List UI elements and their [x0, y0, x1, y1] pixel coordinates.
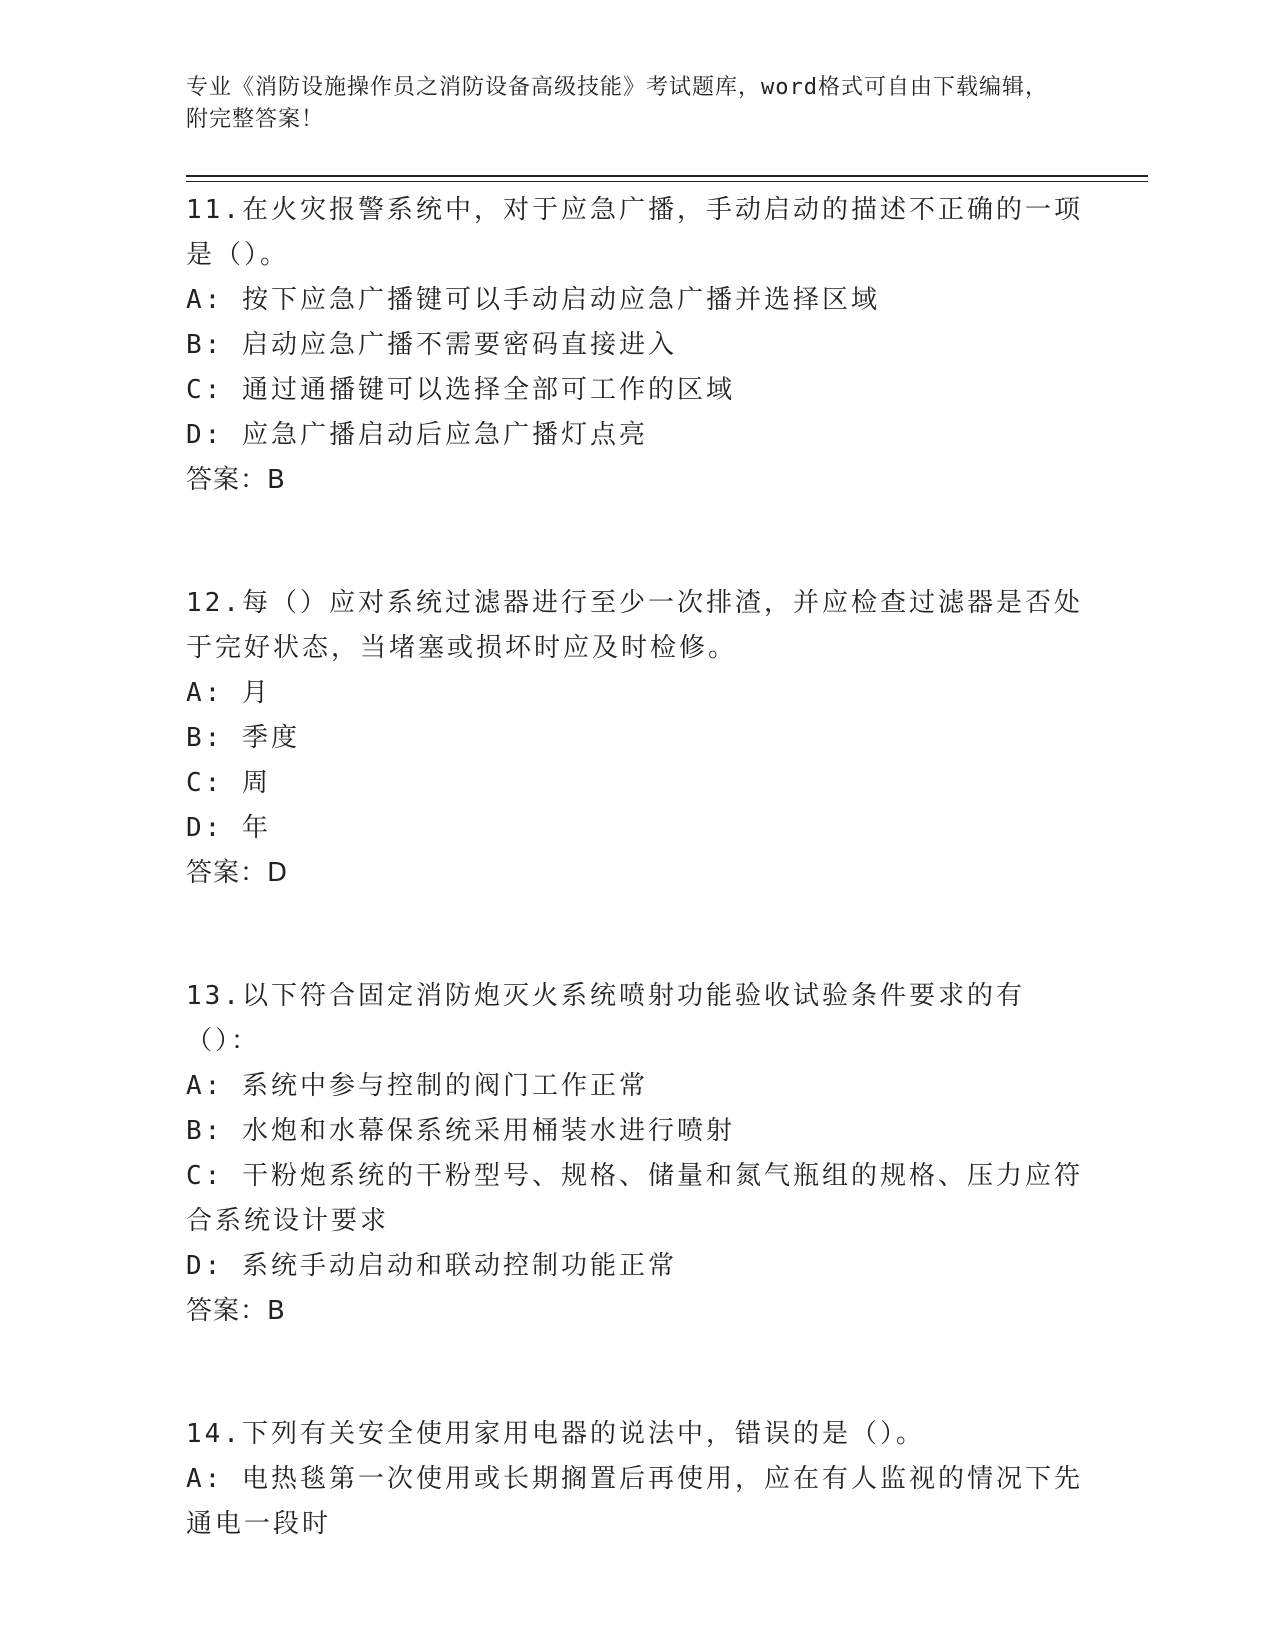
option-a: A: 电热毯第一次使用或长期搁置后再使用，应在有人监视的情况下先通电一段时: [186, 1464, 1083, 1539]
question-14: [186, 1412, 1086, 1547]
question-stem: 14.下列有关安全使用家用电器的说法中，错误的是（）。: [186, 1419, 925, 1449]
option-b: B: 水炮和水幕保系统采用桶装水进行喷射: [186, 1116, 735, 1146]
option-b: B: 启动应急广播不需要密码直接进入: [186, 330, 677, 360]
question-13: [186, 974, 1086, 1334]
option-a: A: 按下应急广播键可以手动启动应急广播并选择区域: [186, 285, 880, 315]
question-list: [186, 188, 1086, 1625]
option-a: A: 系统中参与控制的阀门工作正常: [186, 1071, 648, 1101]
option-d: D: 年: [186, 813, 271, 843]
option-c: C: 周: [186, 768, 271, 798]
header-divider-thin: [186, 181, 1148, 182]
answer-line: 答案：D: [186, 858, 289, 888]
answer-line: 答案：B: [186, 1296, 286, 1326]
option-d: D: 应急广播启动后应急广播灯点亮: [186, 420, 648, 450]
document-header: 专业《消防设施操作员之消防设备高级技能》考试题库，word格式可自由下载编辑，附完整答案！: [186, 75, 1048, 132]
option-d: D: 系统手动启动和联动控制功能正常: [186, 1251, 677, 1281]
question-11: [186, 188, 1086, 503]
question-stem: 12.每（）应对系统过滤器进行至少一次排渣，并应检查过滤器是否处于完好状态，当堵塞或损坏时应及时检修。: [186, 588, 1083, 663]
option-c: C: 通过通播键可以选择全部可工作的区域: [186, 375, 735, 405]
answer-line: 答案：B: [186, 465, 286, 495]
question-12: [186, 581, 1086, 896]
question-stem: 11.在火灾报警系统中，对于应急广播，手动启动的描述不正确的一项是（）。: [186, 195, 1083, 270]
option-b: B: 季度: [186, 723, 300, 753]
question-stem: 13.以下符合固定消防炮灭火系统喷射功能验收试验条件要求的有（）：: [186, 981, 1025, 1056]
header-divider-thick: [186, 175, 1148, 177]
option-a: A: 月: [186, 678, 271, 708]
option-c: C: 干粉炮系统的干粉型号、规格、储量和氮气瓶组的规格、压力应符合系统设计要求: [186, 1161, 1083, 1236]
